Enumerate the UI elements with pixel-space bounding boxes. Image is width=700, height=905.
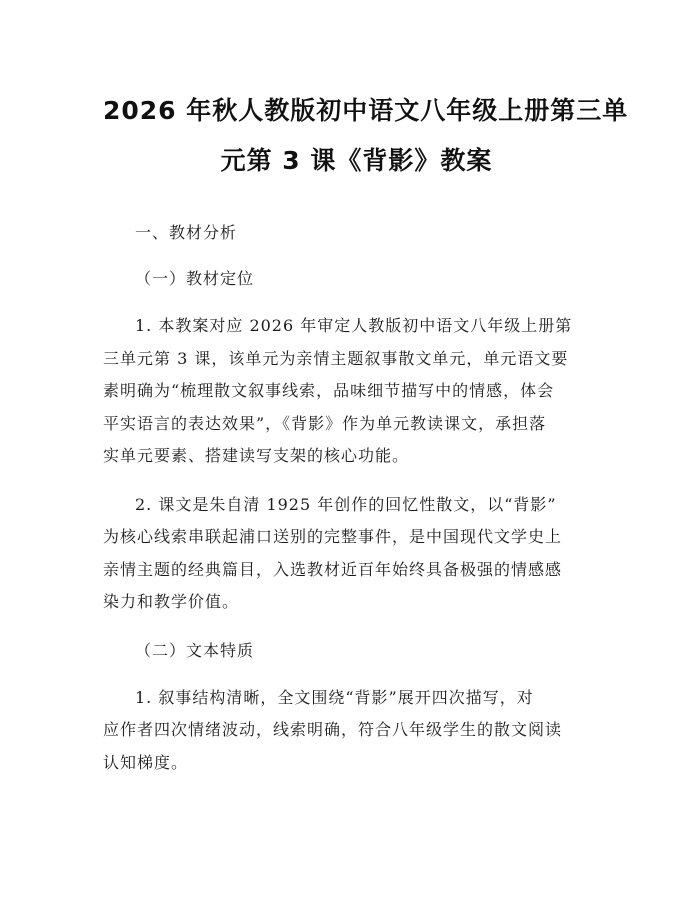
paragraph-line: 三单元第 3 课，该单元为亲情主题叙事散文单元，单元语文要: [103, 348, 569, 368]
title-line-2: 元第 3 课《背影》教案: [220, 146, 493, 175]
subsection-heading-text-features: （二）文本特质: [135, 640, 255, 660]
paragraph-line: 认知梯度。: [103, 752, 189, 772]
paragraph-line: 为核心线索串联起浦口送别的完整事件，是中国现代文学史上: [103, 527, 563, 546]
paragraph-line: 素明确为“梳理散文叙事线索，品味细节描写中的情感，体会: [103, 381, 555, 400]
paragraph-line: 染力和教学价值。: [103, 592, 240, 611]
paragraph-line: 实单元要素、搭建读写支架的核心功能。: [103, 446, 410, 465]
paragraph-text-features-1: [103, 682, 610, 780]
paragraph-line: 1. 本教案对应 2026 年审定人教版初中语文八年级上册第: [135, 316, 573, 335]
paragraph-line: 平实语言的表达效果”，《背影》作为单元教读课文，承担落: [103, 413, 547, 433]
paragraph-positioning-1: [103, 310, 610, 473]
paragraph-positioning-2: [103, 489, 610, 619]
paragraph-line: 1. 叙事结构清晰，全文围绕“背影”展开四次描写，对: [135, 687, 534, 707]
title-line-1: 2026 年秋人教版初中语文八年级上册第三单: [103, 96, 629, 125]
paragraph-line: 应作者四次情绪波动，线索明确，符合八年级学生的散文阅读: [103, 720, 563, 739]
subsection-heading-positioning: （一）教材定位: [135, 269, 255, 288]
paragraph-line: 2. 课文是朱自清 1925 年创作的回忆性散文，以“背影”: [135, 494, 557, 514]
section-heading-textbook-analysis: 一、教材分析: [135, 223, 238, 242]
document-title: [103, 86, 629, 186]
paragraph-line: 亲情主题的经典篇目，入选教材近百年始终具备极强的情感感: [103, 559, 563, 579]
